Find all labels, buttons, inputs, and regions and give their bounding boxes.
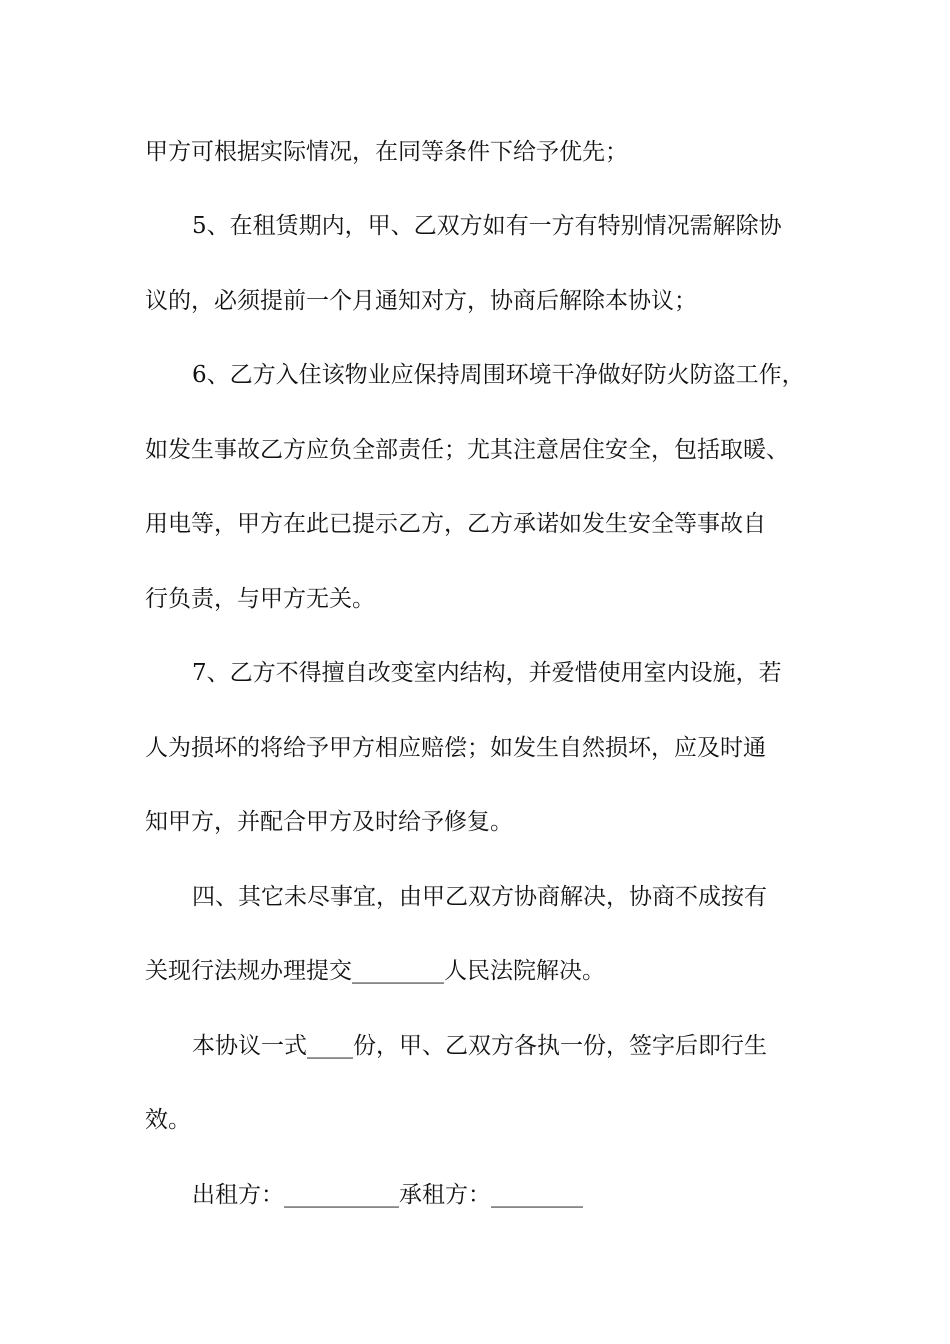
text-line-clause-6-cont-3: 行负责，与甲方无关。 <box>145 586 375 612</box>
text-line-clause-6-cont-1: 如发生事故乙方应负全部责任；尤其注意居住安全，包括取暖、 <box>145 437 789 463</box>
text-line-clause-7-cont-1: 人为损坏的将给予甲方相应赔偿；如发生自然损坏，应及时通 <box>145 735 766 761</box>
text-line-copies: 本协议一式____份，甲、乙双方各执一份，签字后即行生 <box>192 1033 767 1059</box>
signature-line: 出租方：__________承租方：________ <box>192 1182 583 1208</box>
text-line-clause-5-cont: 议的，必须提前一个月通知对方，协商后解除本协议； <box>145 288 697 314</box>
text-line-clause-5: 5、在租赁期内，甲、乙双方如有一方有特别情况需解除协 <box>192 213 782 239</box>
text-line-copies-cont: 效。 <box>145 1107 191 1133</box>
text-line-section-4: 四、其它未尽事宜，由甲乙双方协商解决，协商不成按有 <box>192 884 767 910</box>
text-line-clause-6-cont-2: 用电等，甲方在此已提示乙方，乙方承诺如发生安全等事故自 <box>145 511 766 537</box>
text-line-clause-4-end: 甲方可根据实际情况，在同等条件下给予优先； <box>145 139 628 165</box>
text-line-clause-6: 6、乙方入住该物业应保持周围环境干净做好防火防盗工作， <box>192 362 805 388</box>
text-line-section-4-cont: 关现行法规办理提交________人民法院解决。 <box>145 958 605 984</box>
text-line-clause-7-cont-2: 知甲方，并配合甲方及时给予修复。 <box>145 809 513 835</box>
text-line-clause-7: 7、乙方不得擅自改变室内结构，并爱惜使用室内设施，若 <box>192 660 782 686</box>
